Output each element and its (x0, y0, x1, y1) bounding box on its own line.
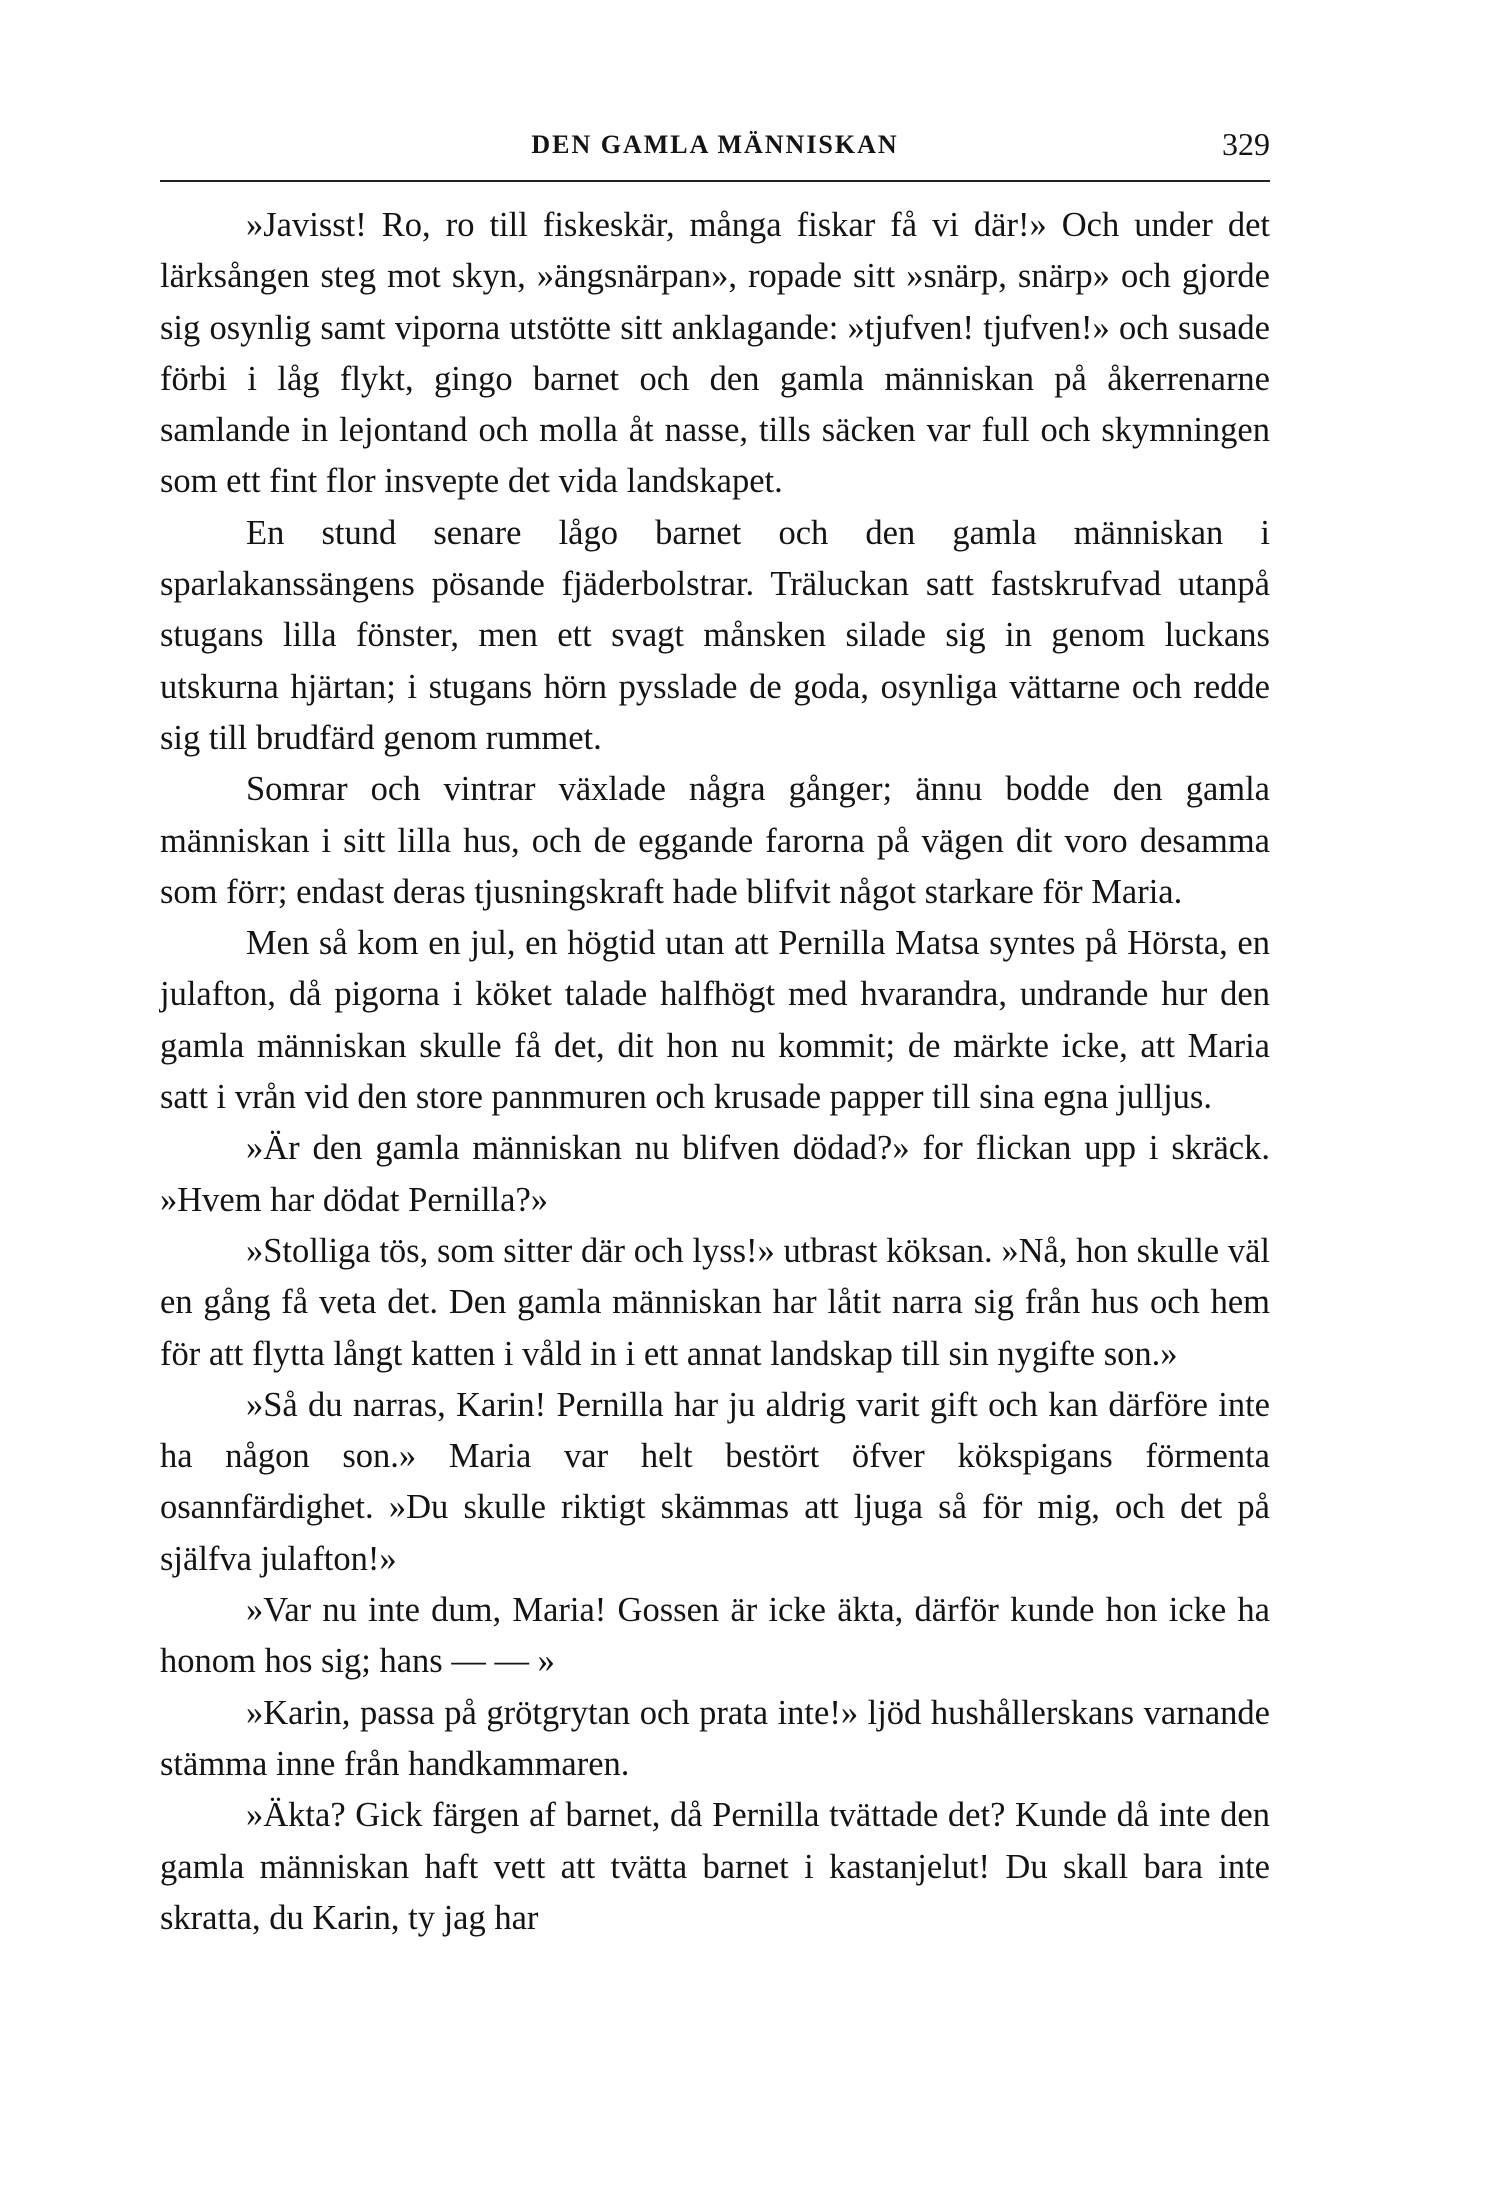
paragraph: »Är den gamla människan nu blifven dödad?» for flickan upp i skräck. »Hvem har dödat Pernilla?» (160, 1129, 1270, 1219)
book-page (160, 120, 1270, 1944)
page-number: 329 (1222, 126, 1270, 162)
paragraph: »Så du narras, Karin! Pernilla har ju aldrig varit gift och kan därföre inte ha någon son.» Maria var helt bestört öfver kökspigans förmenta osannfärdighet. »Du skulle riktigt skämmas att ljuga så för mig, och det på själfva julafton!» (160, 1385, 1270, 1578)
running-title: DEN GAMLA MÄNNISKAN (531, 130, 899, 159)
paragraph: »Äkta? Gick färgen af barnet, då Pernilla tvättade det? Kunde då inte den gamla människan haft vett att tvätta barnet i kastanjelut! Du skall bara inte skratta, du Karin, ty jag har (160, 1796, 1270, 1937)
paragraph: »Javisst! Ro, ro till fiskeskär, många fiskar få vi där!» Och under det lärksången steg mot skyn, »ängsnärpan», ropade sitt »snärp, snärp» och gjorde sig osynlig samt viporna utstötte sitt anklagande: »tjufven! tjufven!» och susade förbi i låg flykt, gingo barnet och den gamla människan på åkerrenarne samlande in lejontand och molla åt nasse, tills säcken var full och skymningen som ett fint flor insvepte det vida landskapet. (160, 206, 1270, 501)
page-header (160, 120, 1270, 182)
paragraph: Men så kom en jul, en högtid utan att Pernilla Matsa syntes på Hörsta, en julafton, då pigorna i köket talade halfhögt med hvarandra, undrande hur den gamla människan skulle få det, dit hon nu kommit; de märkte icke, att Maria satt i vrån vid den store pannmuren och krusade papper till sina egna julljus. (160, 924, 1270, 1117)
paragraph: »Stolliga tös, som sitter där och lyss!» utbrast köksan. »Nå, hon skulle väl en gång få veta det. Den gamla människan har låtit narra sig från hus och hem för att flytta långt katten i våld in i ett annat landskap till sin nygifte son.» (160, 1231, 1270, 1373)
paragraph: »Karin, passa på grötgrytan och prata inte!» ljöd hushållerskans varnande stämma inne från handkammaren. (160, 1693, 1270, 1783)
paragraph: En stund senare lågo barnet och den gamla människan i sparlakanssängens pösande fjäderbolstrar. Träluckan satt fastskrufvad utanpå stugans lilla fönster, men ett svagt månsken silade sig in genom luckans utskurna hjärtan; i stugans hörn pysslade de goda, osynliga vättarne och redde sig till brudfärd genom rummet. (160, 513, 1270, 757)
body-text (160, 200, 1270, 1944)
paragraph: »Var nu inte dum, Maria! Gossen är icke äkta, därför kunde hon icke ha honom hos sig; hans — — » (160, 1591, 1270, 1681)
paragraph: Somrar och vintrar växlade några gånger; ännu bodde den gamla människan i sitt lilla hus, och de eggande farorna på vägen dit voro desamma som förr; endast deras tjusningskraft hade blifvit något starkare för Maria. (160, 770, 1270, 911)
